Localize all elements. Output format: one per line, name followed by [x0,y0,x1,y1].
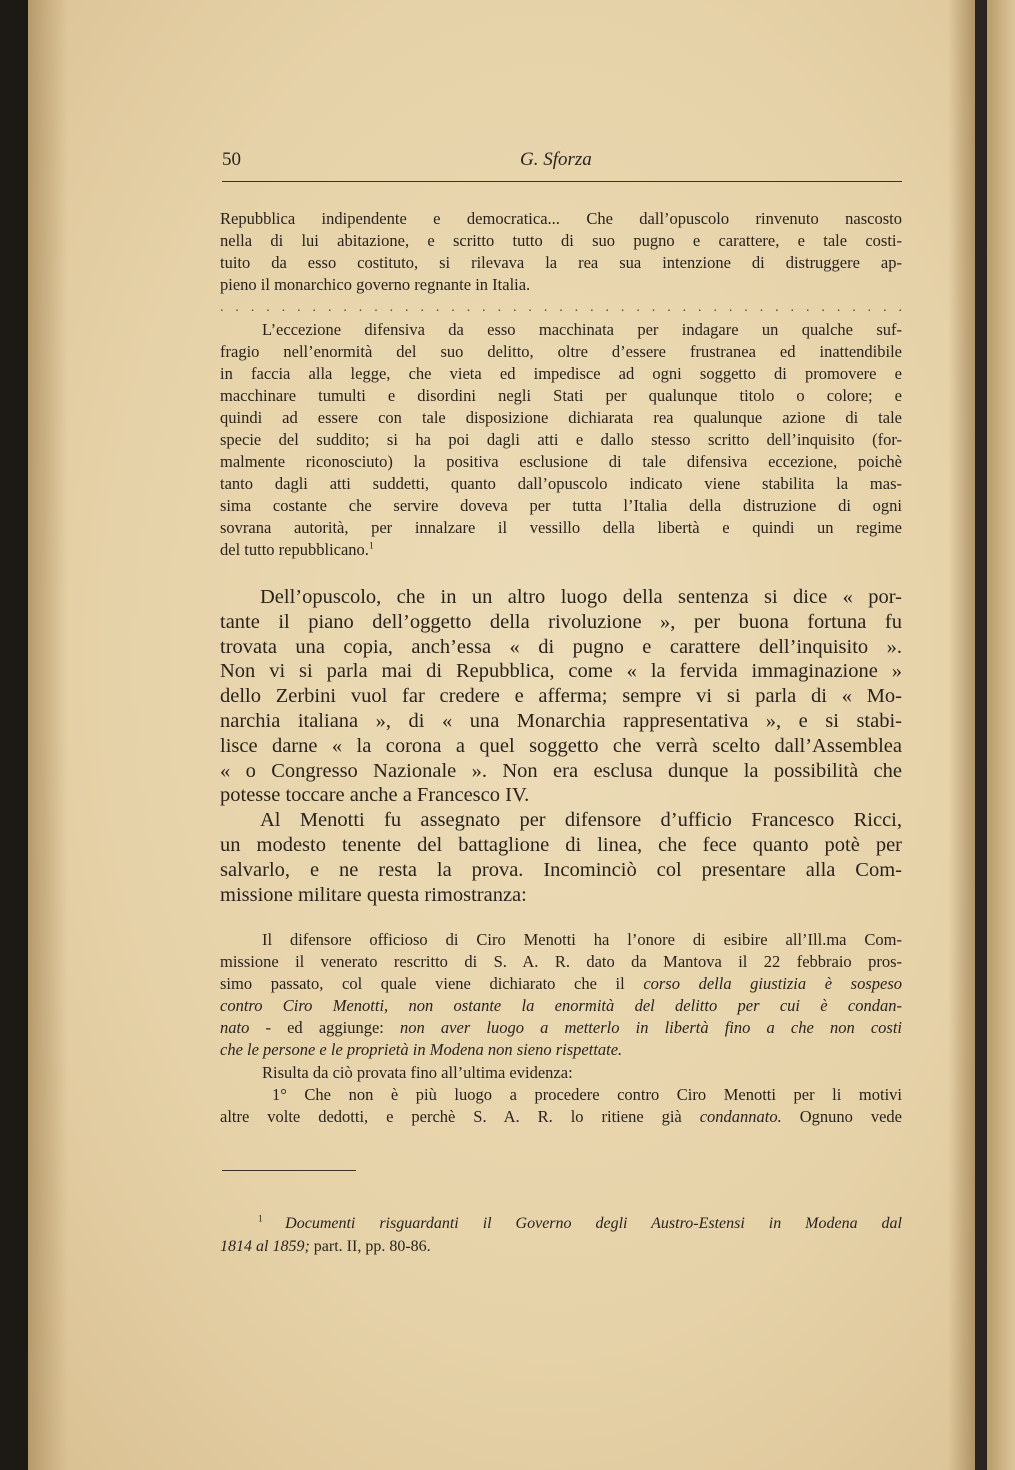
body-line [220,883,902,907]
running-title: G. Sforza [520,149,592,170]
body-line [220,996,902,1016]
body-line [220,1040,902,1060]
body-line [220,253,902,273]
footnote-marker: 1 [258,1213,286,1225]
text-run: Al Menotti fu assegnato per difensore d’ufficio Francesco Ricci, [260,809,902,832]
body-line [220,275,902,295]
body-line [220,635,902,659]
text-run: Repubblica indipendente e democratica... Che dall’opuscolo rinvenuto nascosto [220,209,902,228]
body-line [220,833,902,857]
body-line [220,496,902,516]
italic-text: non aver luogo a metterlo in libertà fino a che non costi [400,1018,902,1037]
text-run: trovata una copia, anch’essa « di pugno e carattere dell’inquisito ». [220,635,902,658]
text-run: quindi ad essere con tale disposizione dichiarata rea qualunque azione di tale [220,408,902,427]
body-line [220,342,902,362]
text-run: Risulta da ciò provata fino all’ultima evidenza: [262,1063,573,1082]
text-run: tanto dagli atti suddetti, quanto dall’opuscolo indicato viene stabilita la mas- [220,474,902,493]
body-line [220,684,902,708]
italic-text: che le persone e le proprietà in Modena non sieno rispettate. [220,1040,623,1059]
body-line [220,734,902,758]
body-line [220,952,902,972]
italic-text: condannato. [699,1107,782,1126]
body-line [220,858,902,882]
text-run: pieno il monarchico governo regnante in Italia. [220,275,531,294]
body-line [220,231,902,251]
body-line [220,974,902,994]
text-run: lisce darne « la corona a quel soggetto che verrà scelto dall’Assemblea [220,734,902,757]
text-run: tuito da esso costituto, si rilevava la rea sua intenzione di distruggere ap- [220,253,902,272]
text-run: tante il piano dell’oggetto della rivoluzione », per buona fortuna fu [220,610,902,633]
body-line [220,518,902,538]
text-run: Il difensore officioso di Ciro Menotti ha l’onore di esibire all’Ill.ma Com- [262,930,902,949]
body-line [220,474,902,494]
text-run: salvarlo, e ne resta la prova. Incominciò col presentare alla Com- [220,858,902,881]
footnote-rule [222,1170,356,1171]
italic-text: corso della giustizia è sospeso [643,974,902,993]
text-run: sovrana autorità, per innalzare il vessillo della libertà e quindi un regime [220,518,902,537]
text-run: fragio nell’enormità del suo delitto, oltre d’essere frustranea ed inattendibile [220,342,902,361]
footnote-line [220,1237,902,1257]
text-run: dello Zerbini vuol far credere e afferma; sempre vi si parla di « Mo- [220,685,902,708]
text-run: 1° Che non è più luogo a procedere contro Ciro Menotti per li motivi [272,1085,902,1104]
text-run: nella di lui abitazione, e scritto tutto di suo pugno e carattere, e tale costi- [220,231,902,250]
text-run: . . . . . . . . . . . . . . . . . . . . . . . . . . . . . . . . . . . . . . . . . . . . . [220,300,902,315]
text-run: missione militare questa rimostranza: [220,883,527,906]
text-run: del tutto repubblicano. [220,540,369,559]
text-run: Ognuno vede [781,1107,902,1126]
body-line [220,364,902,384]
body-line [220,610,902,634]
body-line [220,430,902,450]
body-line [220,540,902,560]
text-run: macchinare tumulti e disordini negli Stati per qualunque titolo o colore; e [220,386,902,405]
text-run: « o Congresso Nazionale ». Non era esclusa dunque la possibilità che [220,759,902,782]
text-run: Non vi si parla mai di Repubblica, come « la fervida immaginazione » [220,660,902,683]
body-line [220,1018,902,1038]
body-line [260,585,902,609]
adjacent-page-edge [987,0,1015,1470]
body-line [220,408,902,428]
header-rule [222,181,902,182]
italic-text: nato [220,1018,250,1037]
italic-text: contro Ciro Menotti, non ostante la enormità del delitto per cui è condan- [220,996,902,1015]
body-line [220,783,902,807]
text-run: in faccia alla legge, che vieta ed impedisce ad ogni soggetto di promovere e [220,364,902,383]
body-line [220,209,902,229]
body-line [272,1085,902,1105]
text-run: missione il venerato rescritto di S. A. R. dato da Mantova il 22 febbraio pros- [220,952,902,971]
text-run: part. II, pp. 80-86. [309,1238,431,1255]
text-run: potesse toccare anche a Francesco IV. [220,784,530,807]
text-run: narchia italiana », di « una Monarchia rappresentativa », e si stabi- [220,710,902,732]
body-line [220,452,902,472]
text-run: L’eccezione difensiva da esso macchinata per indagare un qualche suf- [262,320,902,339]
text-run: sima costante che servire doveva per tutta l’Italia della distruzione di ogni [220,496,902,515]
body-line [220,1107,902,1127]
book-spine [975,0,987,1470]
italic-text: 1814 al 1859; [220,1238,310,1255]
body-line [260,808,902,832]
text-run: Dell’opuscolo, che in un altro luogo della sentenza si dice « por- [260,586,902,608]
text-run: un modesto tenente del battaglione di linea, che fece quanto potè per [220,834,902,856]
footnote-marker: 1 [368,540,374,552]
body-line [262,930,902,950]
italic-text: Documenti risguardanti il Governo degli Austro-Estensi in Modena dal [285,1215,902,1232]
body-line [262,320,902,340]
text-run: malmente riconosciuto) la positiva esclusione di tale difensiva eccezione, poichè [220,452,902,471]
body-line [262,1063,902,1083]
text-run: specie del suddito; si ha poi dagli atti e dallo stesso scritto dell’inquisito (for- [220,430,902,449]
page-number: 50 [222,149,241,170]
footnote-line [258,1214,902,1234]
body-line [220,659,902,683]
text-run: altre volte dedotti, e perchè S. A. R. lo ritiene già [220,1107,700,1126]
body-line [220,298,902,318]
body-line [220,386,902,406]
text-run: - ed aggiunge: [249,1018,401,1037]
body-line [220,759,902,783]
body-line [220,709,902,733]
text-run: simo passato, col quale viene dichiarato che il [220,974,644,993]
